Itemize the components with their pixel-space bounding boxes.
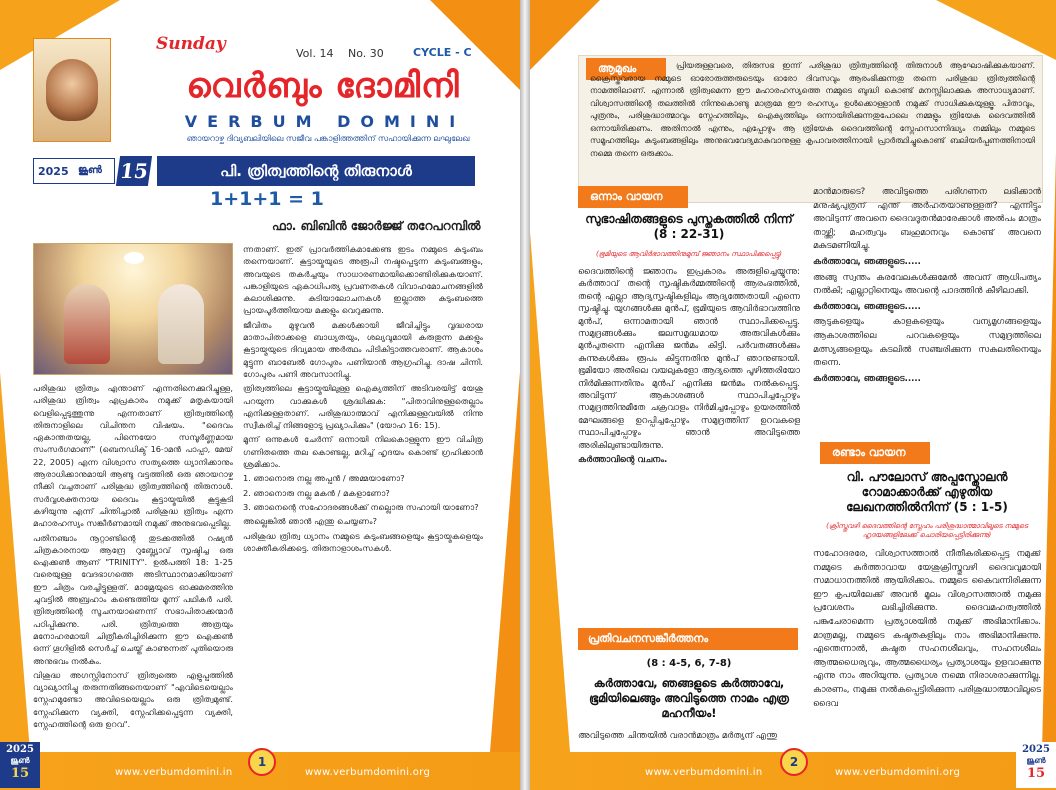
decor-triangle <box>1042 152 1056 752</box>
intro-text: പ്രിയരുള്ളവരെ, തിരുസഭ ഇന്ന് പരിശുദ്ധ ത്രിത്വത്തിന്റെ തിരുനാൾ ആഘോഷിക്കുകയാണ്. ക്രൈസ്തവരായ നമ്മുടെ ഓരോരുത്തരുടെയും ഓരോ ദിവസവും ആരംഭിക്കുന്നതു തന്നെ പരിശുദ്ധ ത്രിത്വത്തിന്റെ നാമത്തിലാണ്. എന്നാൽ ത്രിത്വമെന്ന ഈ മഹാരഹസ്യത്തെ നമ്മുടെ ബുദ്ധി കൊണ്ട് മനസ്സിലാക്കുക അസാധ്യമാണ്. വിശ്വാസത്തിന്റെ തലത്തിൽ നിന്നുകൊണ്ടു മാത്രമേ ഈ രഹസ്യം ഉൾക്കൊള്ളാൻ നമുക്ക് സാധിക്കുകയുള്ളൂ. പിതാവും, പുത്രനും, പരിശുദ്ധാത്മാവും സ്നേഹത്തിലും, ഐക്യത്തിലും ഒന്നായിരിക്കുന്നതുപോലെ നമ്മളും ത്രിയേക ദൈവത്തിൽ ഒന്നായിരിക്കണം. അതിനാൽ എന്നും, എപ്പോഴും ആ ത്രിയേക ദൈവത്തിന്റെ സ്നേഹസാന്നിദ്ധ്യം നമ്മിലും നമ്മുടെ സമൂഹത്തിലും കുടുംബങ്ങളിലും അനുഭവവേദ്യമാകുവാനുള്ള കൃപാവരത്തിനായി പ്രാർത്ഥിച്ചുകൊണ്ട് ബലിയർപ്പണത്തിനായി നമ്മെ തന്നെ ഒരുക്കാം. <box>590 61 1035 158</box>
list-item: 3. ഞാനെന്റെ സഹോദരങ്ങൾക്ക് നല്ലൊരു സഹായി യാണോ? <box>243 501 479 512</box>
volume-label: Vol. 14 <box>296 47 334 60</box>
issue-number: No. 30 <box>348 47 384 60</box>
footer-day: 15 <box>10 766 30 781</box>
trinity-illustration <box>33 243 233 375</box>
footer-link-in[interactable]: www.verbumdomini.in <box>115 767 233 778</box>
date-year: 2025 <box>38 165 69 178</box>
decor-triangle <box>490 372 520 752</box>
footer-link-org[interactable]: www.verbumdomini.org <box>835 767 961 778</box>
paragraph: പതിനഞ്ചാം നൂറ്റാണ്ടിന്റെ തുടക്കത്തിൽ റഷ്യൻ ചിത്രകാരനായ ആന്ദ്രേ റുബ്ല്യോവ് സൃഷ്ടിച്ച ഒരു ഐക്കൺ ആണ് "TRINITY". ഉൽപത്തി 18: 1-25 വരെയുള്ള വേദഭാഗത്തെ അടിസ്ഥാനമാക്കിയാണ് ഈ ചിത്രം വരച്ചിട്ടുള്ളത്. മാമ്രേയുടെ ഓക്കുമരത്തിനു ചുവട്ടിൽ അബ്രഹാം കണ്ടെത്തിയ മൂന്ന് പഥികർ പരി. ത്രിത്വത്തിന്റെ സൂചനയാണെന്ന് സഭാപിതാക്കന്മാർ പഠിപ്പിക്കുന്നു. പരി. ത്രിത്വത്തെ അത്രയും മനോഹരമായി ചിത്രീകരിച്ചിരിക്കുന്ന ഈ ഐക്കൺ ഒന്ന് ഗൂഗിളിൽ സെർച്ച് ചെയ്ത് കാണുന്നത് പുതിയൊരു അനുഭവം നൽകും. <box>33 532 233 666</box>
psalm-refrain: കർത്താവേ, ഞങ്ങളുടെ കർത്താവേ, ഭൂമിയിലെങ്ങും അവിടുത്തെ നാമം എത്ര മഹനീയം! <box>589 676 789 720</box>
left-page <box>0 0 520 790</box>
psalm-response: കർത്താവേ, ഞങ്ങളുടെ..... <box>813 373 921 384</box>
reading2-note: (ക്രിസ്തുവഴി ദൈവത്തിന്റെ സ്നേഹം പരിശുദ്ധാത്മാവിലൂടെ നമ്മുടെ ഹൃദയങ്ങളിലേക്ക് ചൊരിയപ്പെട്ടിരിക്കുന്നു) <box>826 522 1028 539</box>
page-number: 2 <box>780 748 808 776</box>
masthead-title: വെർബും ദോമിനി <box>186 66 460 106</box>
paragraph: ന്നതാണ്. ഇത് പ്രാവർത്തികമാക്കേണ്ട ഇടം നമ്മുടെ കുടുംബം തന്നെയാണ്. കൂട്ടായ്മയുടെ അരൂപി നഷ്ടപ്പെടുന്ന കുടുംബങ്ങളും, അവയുടെ തകർച്ചയും സാധാരണമായിക്കൊണ്ടിരിക്കുകയാണ്. പങ്കാളിയുടെ ഏകാധിപത്യ പ്രവണതകൾ വിവാഹമോചനങ്ങളിൽ കലാശിക്കുന്നു. കുടിയാലോചനകൾ ഇല്ലാത്ത കുടുംബത്തെ പ്രായപൂർത്തിയായ മക്കളും വെറുക്കുന്നു. <box>243 244 483 316</box>
article-column-right <box>243 243 483 750</box>
list-item: 2. ഞാനൊരു നല്ല മകൻ / മകളാണോ? <box>243 487 390 498</box>
reading1-text <box>578 266 800 610</box>
footer-month: ജൂൺ <box>10 755 30 765</box>
article-column-left <box>33 382 233 750</box>
psalm-ref: (8 : 4-5, 6, 7-8) <box>646 658 732 669</box>
paragraph: അല്ലെങ്കിൽ ഞാൻ എന്തു ചെയ്യണം? <box>243 516 377 527</box>
page-number: 1 <box>248 748 276 776</box>
paragraph: ജീവിതം മുഴുവൻ മക്കൾക്കായി ജീവിച്ചിട്ടും വൃദ്ധരായ മാതാപിതാക്കളെ ബാധ്യതയും, ശല്യവുമായി കരുതുന്ന മക്കളും കൂട്ടായ്മയുടെ ദിവ്യമായ അർത്ഥം പിടികിട്ടാത്തവരാണ്. ആകാശം മുട്ടുന്ന ബാബേൽ ഗോപുരം പണിയാൻ ആഗ്രഹിച്ചു. ദാഷ ചിന്നി. ഗോപുരം പണി അവസാനിച്ചു. <box>243 319 483 379</box>
paragraph: ത്രിത്വത്തിലെ കൂട്ടായ്മയിലുള്ള ഐക്യത്തിന് അടിവരയിട്ട് യേശു പറയുന്ന വാക്കുകൾ ശ്രദ്ധിക്കുക: "പിതാവിനുള്ളതെല്ലാം എനിക്കുള്ളതാണ്. പരിശുദ്ധാത്മാവ് എനിക്കുള്ളവയിൽ നിന്നു സ്വീകരിച്ച് നിങ്ങളോടു പ്രഖ്യാപിക്കും" (യോഹ 16: 15). <box>243 383 483 431</box>
dove-icon <box>124 252 144 264</box>
psalm-response: കർത്താവേ, ഞങ്ങളുടെ..... <box>813 256 921 267</box>
psalm-tag: പ്രതിവചനസങ്കീർത്തനം <box>578 628 798 650</box>
jesus-portrait <box>33 38 111 142</box>
list-item: 1. ഞാനൊരു നല്ല അപ്പൻ / അമ്മയാണോ? <box>243 473 405 484</box>
footer-link-org[interactable]: www.verbumdomini.org <box>305 767 431 778</box>
psalm-verse: ആടുകളെയും കാളകളെയും വന്യമൃഗങ്ങളെയും ആകാശത്തിലെ പറവകളെയും സമുദ്രത്തിലെ മത്സ്യങ്ങളെയും കടലിൽ സഞ്ചരിക്കുന്ന സകലതിനെയും തന്നെ. <box>813 317 1041 369</box>
figure-father <box>64 284 110 364</box>
masthead-subtitle: ഞായറാഴ്ച ദിവ്യബലിയിലെ സജീവ പങ്കാളിത്തത്തിന് സഹായിക്കുന്ന ലഘുലേഖ <box>186 134 470 143</box>
psalm-verse: അങ്ങു സ്വന്തം കരവേലകൾക്കുമേൽ അവന് ആധിപത്യം നൽകി; എല്ലാറ്റിനെയും അവന്റെ പാദത്തിൻ കീഴിലാക്കി. <box>813 272 1041 297</box>
reading2-title: വി. പൗലോസ് അപ്പസ്തോലൻ റോമാക്കാർക്ക് എഴുതിയ ലേഖനത്തിൽനിന്ന് (5 : 1-5) <box>846 470 1008 514</box>
reading1-title: സുഭാഷിതങ്ങളുടെ പുസ്തകത്തിൽ നിന്ന് (8 : 22-31) <box>585 212 793 241</box>
paragraph: പരിശുദ്ധ ത്രിത്വം എന്താണ് എന്നതിനെക്കുറിച്ചുള്ള, പരിശുദ്ധ ത്രിത്വം എപ്രകാരം നമുക്ക് മതൃകയായി വെളിപ്പെടുത്തുന്നു എന്നതാണ് ത്രിത്വത്തിന്റെ തിരുനാളിലെ വിചിന്തന വിഷയം. "ദൈവം ഏകാന്തതയല്ല, പിന്നെയോ സമ്പൂർണ്ണമായ സംസർഗമാണ്" (ബെനഡിക്ട് 16-ാമൻ പാപ്പാ, മേയ് 22, 2005) എന്ന വിശ്വാസ സത്യത്തെ ധ്യാനിക്കാനും ആരാധിക്കാനുമായി ആണ്ടു വട്ടത്തിൽ ഒരു ഞായറാഴ്ച നീക്കി വച്ചതാണ് പരിശുദ്ധ ത്രിത്വത്തിന്റെ തിരുനാൾ. സർവ്വശക്തനായ ദൈവം കൂട്ടായ്മയിൽ കൂട്ടുകൂടി കഴിയുന്നു എന്ന് ചിന്തിച്ചാൽ പരിശുദ്ധ ത്രിത്വം എന്ന മഹാരഹസ്യം സങ്കീർണമായി നമുക്ക് അനുഭവപ്പെടില്ല. <box>33 383 233 529</box>
footer-month: ജൂൺ <box>1026 755 1046 765</box>
decor-triangle <box>530 232 570 752</box>
feast-title: പി. ത്രിത്വത്തിന്റെ തിരുനാൾ <box>157 156 475 186</box>
date-day: 15 <box>116 156 152 186</box>
right-page <box>530 0 1056 790</box>
article-heading: 1+1+1 = 1 <box>210 188 324 210</box>
article-author: ഫാ. ബിബിൻ ജോർജ്ജ് തറേപറമ്പിൽ <box>272 219 481 233</box>
date-band <box>33 158 115 184</box>
paragraph: മൂന്ന് ഒന്നുകൾ ചേർന്ന് ഒന്നായി നിലകൊള്ളുന്ന ഈ വിചിത്ര ഗണിതത്തെ തല കൊണ്ടല്ല, മറിച്ച് ഹൃദയം കൊണ്ട് ഗ്രഹിക്കാൻ ശ്രമിക്കാം. <box>243 434 483 470</box>
footer-year: 2025 <box>6 744 34 755</box>
reading2-text: സഹോദരരേ, വിശ്വാസത്താൽ നീതീകരിക്കപ്പെട്ട നമുക്ക് നമ്മുടെ കർത്താവായ യേശുക്രിസ്തുവഴി ദൈവവുമായി സമാധാനത്തിൽ ആയിരിക്കാം. നമ്മുടെ കൈവന്നിരിക്കുന്ന ഈ കൃപയിലേക്ക് അവൻ മൂലം വിശ്വാസത്താൽ നമുക്കു പ്രവേശനം ലഭിച്ചിരിക്കുന്നു. ദൈവമഹത്വത്തിൽ പങ്കുചേരാമെന്ന പ്രത്യാശയിൽ നമുക്ക് അഭിമാനിക്കാം. മാത്രമല്ല, നമ്മുടെ കഷ്ടതകളിലും നാം അഭിമാനിക്കുന്നു. എന്തെന്നാൽ, കഷ്ടത സഹനശീലവും, സഹനശീലം ആത്മധൈര്യവും, ആത്മധൈര്യം പ്രത്യാശയും ഉളവാക്കുന്നു എന്നു നാം അറിയുന്നു. പ്രത്യാശ നമ്മെ നിരാശരാക്കുന്നില്ല. കാരണം, നമുക്കു നൽകപ്പെട്ടിരിക്കുന്ന പരിശുദ്ധാത്മാവിലൂടെ ദൈവ <box>813 549 1041 709</box>
sunday-label: Sunday <box>156 34 226 54</box>
reading2-tag: രണ്ടാം വായന <box>820 442 930 464</box>
footer-link-in[interactable]: www.verbumdomini.in <box>645 767 763 778</box>
masthead-title-en: VERBUM DOMINI <box>184 112 466 131</box>
footer-day: 15 <box>1026 766 1046 781</box>
decor-triangle <box>936 0 1056 60</box>
psalm-response: കർത്താവേ, ഞങ്ങളുടെ..... <box>813 301 921 312</box>
reading1-conclusion: കർത്താവിന്റെ വചനം. <box>578 455 668 466</box>
figure-son <box>158 284 204 364</box>
psalm-verse: മാൻമാരുടെ? അവിടുത്തെ പരിഗണന ലഭിക്കാൻ മനുഷ്യപുത്രന് എന്ത് അർഹതയാണുള്ളത്? എന്നിട്ടും അവിടുന്ന് അവനെ ദൈവദൂതൻമാരേക്കാൾ അൽപം മാത്രം താഴ്ത്തി; മഹത്വവും ബഹുമാനവും കൊണ്ട് അവനെ മകുടമണിയിച്ചു. <box>813 187 1041 252</box>
footer-date-badge <box>0 742 40 788</box>
psalm-verse: അവിടുത്തെ ചിന്തയിൽ വരാൻമാത്രം മർത്യന് എന്തു <box>578 731 778 741</box>
reading1-note: (ഭൂമിയുടെ ആവിർഭാവത്തിനുമുമ്പ് ജ്ഞാനം സ്ഥാപിക്കപ്പെട്ടു) <box>596 250 782 258</box>
reading1-tag: ഒന്നാം വായന <box>578 186 688 208</box>
footer-year: 2025 <box>1022 744 1050 755</box>
paragraph: വിശുദ്ധ അഗസ്റ്റിനോസ് ത്രിത്വത്തെ എളുപ്പത്തിൽ വ്യാഖ്യാനിച്ചു തരുന്നതിങ്ങനെയാണ് "എവിടെയെല്ലാം സ്നേഹമുണ്ടോ അവിടെയെല്ലാം ഒരു ത്രിത്വമുണ്ട്. സ്നേഹിക്കുന്ന വ്യക്തി, സ്നേഹിക്കപ്പെടുന്ന വ്യക്തി, സ്നേഹത്തിന്റെ ഒരു ഉറവ". <box>33 669 233 730</box>
intro-tag: ആമുഖം <box>586 58 666 80</box>
book-spine <box>520 0 530 790</box>
reading1-body: ദൈവത്തിന്റെ ജ്ഞാനം ഇപ്രകാരം അരുളിച്ചെയ്യുന്നു: കർത്താവ് തന്റെ സൃഷ്ടികർമ്മത്തിന്റെ ആരംഭത്തിൽ, തന്റെ എല്ലാ ആദ്യസൃഷ്ടികളിലും ആദ്യത്തേതായി എന്നെ സൃഷ്ടിച്ചു. യുഗങ്ങൾക്കു മുൻപ്, ഭൂമിയുടെ ആവിർഭാവത്തിനു മുൻപ്, ഒന്നാമതായി ഞാൻ സ്ഥാപിക്കപ്പെട്ടു. സമുദ്രങ്ങൾക്കും ജലസമൃദ്ധമായ അരുവികൾക്കും മുൻപുതന്നെ എനിക്കു ജൻമം കിട്ടി. പർവതങ്ങൾക്കും കുന്നുകൾക്കും രൂപം കിട്ടുന്നതിനു മുൻപ് ഞാനുണ്ടായി. ഭൂമിയോ അതിലെ വയലുകളോ ആദ്യത്തെ പൂഴിത്തരിയോ നിർമിക്കുന്നതിനും മുൻപ് എനിക്കു ജൻമം നൽകപ്പെട്ടു. അവിടുന്ന് ആകാശങ്ങൾ സ്ഥാപിച്ചപ്പോഴും സമുദ്രത്തിനുമീതേ ചക്രവാളം നിർമിച്ചപ്പോഴും ഉയരത്തിൽ മേഘങ്ങളെ ഉറപ്പിച്ചപ്പോഴും സമുദ്രത്തിന് ഉറവകളെ സ്ഥാപിച്ചപ്പോഴും ഞാൻ അവിടുത്തെ അരികിലുണ്ടായിരുന്നു. <box>578 267 800 451</box>
footer-date-badge <box>1016 742 1056 788</box>
paragraph: പരിശുദ്ധ ത്രിത്വ ധ്യാനം നമ്മുടെ കുടുംബങ്ങളെയും കൂട്ടായ്മകളെയും ശാക്തീകരിക്കട്ടെ. തിരുനാളാശംസകൾ. <box>243 530 483 553</box>
cycle-label: CYCLE - C <box>413 46 472 59</box>
psalm-continued <box>813 186 1041 436</box>
decor-triangle <box>0 372 30 752</box>
date-month: ജൂൺ <box>78 165 102 176</box>
